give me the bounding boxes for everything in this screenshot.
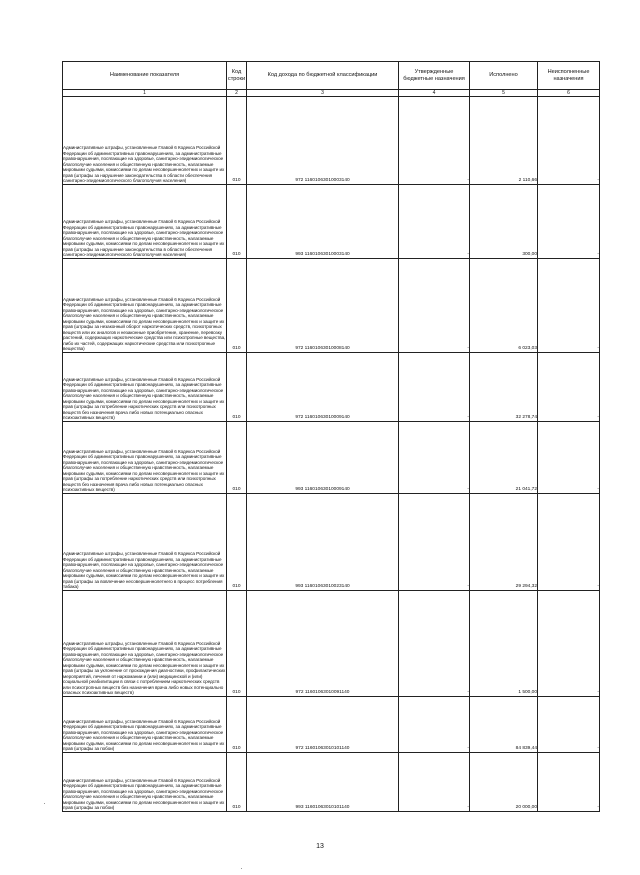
indicator-name: Административные штрафы, установленные Главой 6 Кодекса Российской Федерации об административных правонарушениях, за административные правонарушения, посягающие на здоровье, санитарно-эпидемиологическое благополучие населения и общественную нравственность, налагаемые мировыми судьями, комиссиями по делам несовершеннолетних и защите их прав (штрафы за побои) [63,697,227,753]
table-row [63,494,600,591]
scan-speck [44,803,45,804]
unexecuted-value: - [538,259,600,353]
approved-value: - [399,353,470,422]
column-number: 3 [247,90,399,97]
approved-value: - [399,259,470,353]
approved-value: - [399,591,470,697]
indicator-name: Административные штрафы, установленные Главой 6 Кодекса Российской Федерации об административных правонарушениях, за административные правонарушения, посягающие на здоровье, санитарно-эпидемиологическое благополучие населения и общественную нравственность, налагаемые мировыми судьями, комиссиями по делам несовершеннолетних и защите их прав (штрафы за нарушение законодательства в области обеспечения санитарно-эпидемиологического благополучия населения) [63,185,227,259]
line-code: 010 [227,753,247,812]
header-approved: Утвержденные бюджетные назначения [399,62,470,90]
unexecuted-value: - [538,753,600,812]
income-code: 993 11601063010003140 [247,185,399,259]
executed-value: 29 294,32 [470,494,538,591]
unexecuted-value: - [538,494,600,591]
scan-speck [241,868,242,869]
column-number: 5 [470,90,538,97]
column-number: 4 [399,90,470,97]
header-indicator-name: Наименование показателя [63,62,227,90]
table-row [63,753,600,812]
page-number: 13 [316,843,324,850]
header-executed: Исполнено [470,62,538,90]
unexecuted-value: - [538,422,600,494]
line-code: 010 [227,494,247,591]
column-number: 2 [227,90,247,97]
indicator-name: Административные штрафы, установленные Главой 6 Кодекса Российской Федерации об административных правонарушениях, за административные правонарушения, посягающие на здоровье, санитарно-эпидемиологическое благополучие населения и общественную нравственность, налагаемые мировыми судьями, комиссиями по делам несовершеннолетних и защите их прав (штрафы за потребление наркотических средств или психотропных веществ без назначения врача либо новых потенциально опасных психоактивных веществ) [63,422,227,494]
table-row [63,353,600,422]
table-row [63,697,600,753]
income-code: 993 11601063010101140 [247,753,399,812]
line-code: 010 [227,185,247,259]
indicator-name: Административные штрафы, установленные Главой 6 Кодекса Российской Федерации об административных правонарушениях, за административные правонарушения, посягающие на здоровье, санитарно-эпидемиологическое благополучие населения и общественную нравственность, налагаемые мировыми судьями, комиссиями по делам несовершеннолетних и защите их прав (штрафы за нарушение законодательства в области обеспечения санитарно-эпидемиологического благополучия населения) [63,97,227,185]
unexecuted-value: - [538,697,600,753]
line-code: 010 [227,422,247,494]
income-code: 972 11601063010003140 [247,97,399,185]
line-code: 010 [227,353,247,422]
table-row [63,422,600,494]
budget-execution-table [62,61,600,812]
column-numbers-row [63,90,600,97]
executed-value: 300,00 [470,185,538,259]
approved-value: - [399,753,470,812]
line-code: 010 [227,97,247,185]
line-code: 010 [227,591,247,697]
line-code: 010 [227,259,247,353]
table-row [63,259,600,353]
approved-value: - [399,697,470,753]
income-code: 993 11601063010009140 [247,422,399,494]
indicator-name: Административные штрафы, установленные Главой 6 Кодекса Российской Федерации об административных правонарушениях, за административные правонарушения, посягающие на здоровье, санитарно-эпидемиологическое благополучие населения и общественную нравственность, налагаемые мировыми судьями, комиссиями по делам несовершеннолетних и защите их прав (штрафы за вовлечение несовершеннолетнего в процесс потребления табака) [63,494,227,591]
unexecuted-value: - [538,353,600,422]
executed-value: 21 041,72 [470,422,538,494]
income-code: 972 11601063010091140 [247,591,399,697]
indicator-name: Административные штрафы, установленные Главой 6 Кодекса Российской Федерации об административных правонарушениях, за административные правонарушения, посягающие на здоровье, санитарно-эпидемиологическое благополучие населения и общественную нравственность, налагаемые мировыми судьями, комиссиями по делам несовершеннолетних и защите их прав (штрафы за потребление наркотических средств или психотропных веществ без назначения врача либо новых потенциально опасных психоактивных веществ) [63,353,227,422]
unexecuted-value: - [538,97,600,185]
unexecuted-value: - [538,591,600,697]
indicator-name: Административные штрафы, установленные Главой 6 Кодекса Российской Федерации об административных правонарушениях, за административные правонарушения, посягающие на здоровье, санитарно-эпидемиологическое благополучие населения и общественную нравственность, налагаемые мировыми судьями, комиссиями по делам несовершеннолетних и защите их прав (штрафы за незаконный оборот наркотических средств, психотропных веществ или их аналогов и незаконные приобретение, хранение, перевозку растений, содержащих наркотические средства или психотропные вещества, либо их частей, содержащих наркотические средства или психотропные вещества) [63,259,227,353]
column-number: 6 [538,90,600,97]
executed-value: 2 110,66 [470,97,538,185]
executed-value: 20 000,00 [470,753,538,812]
column-number: 1 [63,90,227,97]
executed-value: 6 023,03 [470,259,538,353]
approved-value: - [399,185,470,259]
indicator-name: Административные штрафы, установленные Главой 6 Кодекса Российской Федерации об административных правонарушениях, за административные правонарушения, посягающие на здоровье, санитарно-эпидемиологическое благополучие населения и общественную нравственность, налагаемые мировыми судьями, комиссиями по делам несовершеннолетних и защите их прав (штрафы за уклонение от прохождения диагностики, профилактических мероприятий, лечения от наркомании и (или) медицинской и (или) социальной реабилитации в связи с потреблением наркотических средств или психотропных веществ без назначения врача либо новых потенциально опасных психоактивных веществ) [63,591,227,697]
approved-value: - [399,494,470,591]
indicator-name: Административные штрафы, установленные Главой 6 Кодекса Российской Федерации об административных правонарушениях, за административные правонарушения, посягающие на здоровье, санитарно-эпидемиологическое благополучие населения и общественную нравственность, налагаемые мировыми судьями, комиссиями по делам несовершеннолетних и защите их прав (штрафы за побои) [63,753,227,812]
table-row [63,591,600,697]
approved-value: - [399,97,470,185]
executed-value: 32 278,74 [470,353,538,422]
executed-value: 1 500,00 [470,591,538,697]
header-income-code: Код дохода по бюджетной классификации [247,62,399,90]
table-row [63,97,600,185]
income-code: 972 11601063010101140 [247,697,399,753]
income-code: 972 11601063010008140 [247,259,399,353]
executed-value: 84 839,44 [470,697,538,753]
income-code: 993 11601063010023140 [247,494,399,591]
approved-value: - [399,422,470,494]
header-line-code: Код строки [227,62,247,90]
table-header-row [63,62,600,90]
header-unexecuted: Неисполненные назначения [538,62,600,90]
income-code: 972 11601063010009140 [247,353,399,422]
line-code: 010 [227,697,247,753]
unexecuted-value: - [538,185,600,259]
table-row [63,185,600,259]
